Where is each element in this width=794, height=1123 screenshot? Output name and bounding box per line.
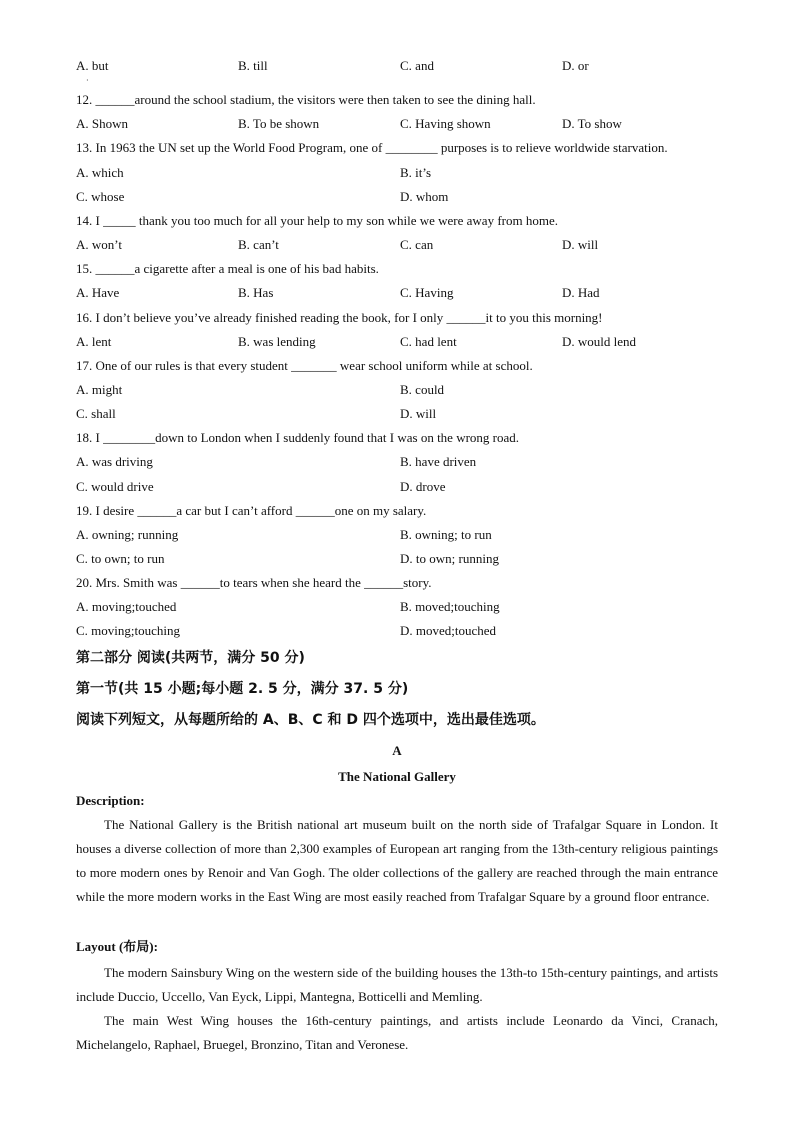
q17-option-d[interactable]: D. will xyxy=(400,406,437,421)
q12-option-c[interactable]: C. Having shown xyxy=(400,116,491,131)
passage-letter: A xyxy=(392,743,402,758)
q20-option-a[interactable]: A. moving;touched xyxy=(76,599,177,614)
q15-option-c[interactable]: C. Having xyxy=(400,285,454,300)
q20-option-c[interactable]: C. moving;touching xyxy=(76,623,180,638)
q20-stem: 20. Mrs. Smith was ______to tears when she heard the ______story. xyxy=(76,575,432,590)
q20-option-b[interactable]: B. moved;touching xyxy=(400,599,500,614)
passage-title: The National Gallery xyxy=(338,769,456,784)
q17-stem: 17. One of our rules is that every student _______ wear school uniform while at school. xyxy=(76,358,533,373)
q18-option-a[interactable]: A. was driving xyxy=(76,454,153,469)
q15-option-d[interactable]: D. Had xyxy=(562,285,600,300)
q17-option-a[interactable]: A. might xyxy=(76,382,123,397)
q13-option-b[interactable]: B. it’s xyxy=(400,165,432,180)
q19-option-b[interactable]: B. owning; to run xyxy=(400,527,492,542)
q11-option-b[interactable]: B. till xyxy=(238,58,268,73)
q16-option-d[interactable]: D. would lend xyxy=(562,334,637,349)
q20-option-d[interactable]: D. moved;touched xyxy=(400,623,497,638)
q14-option-a[interactable]: A. won’t xyxy=(76,237,122,252)
q14-option-d[interactable]: D. will xyxy=(562,237,599,252)
q15-option-b[interactable]: B. Has xyxy=(238,285,274,300)
description-paragraph xyxy=(76,813,718,909)
q15-stem: 15. ______a cigarette after a meal is one of his bad habits. xyxy=(76,261,379,276)
q13-stem: 13. In 1963 the UN set up the World Food Program, one of ________ purposes is to relieve worldwide starvation. xyxy=(76,140,668,155)
q17-option-c[interactable]: C. shall xyxy=(76,406,116,421)
q14-stem: 14. I _____ thank you too much for all your help to my son while we were away from home. xyxy=(76,213,558,228)
q12-option-a[interactable]: A. Shown xyxy=(76,116,129,131)
q17-option-b[interactable]: B. could xyxy=(400,382,445,397)
q12-option-b[interactable]: B. To be shown xyxy=(238,116,320,131)
stray-dot: · xyxy=(86,76,89,85)
layout-paragraph-1 xyxy=(76,961,718,1009)
q18-option-c[interactable]: C. would drive xyxy=(76,479,154,494)
q16-option-b[interactable]: B. was lending xyxy=(238,334,316,349)
description-label: Description: xyxy=(76,793,145,808)
q15-option-a[interactable]: A. Have xyxy=(76,285,120,300)
q11-option-c[interactable]: C. and xyxy=(400,58,434,73)
q12-stem: 12. ______around the school stadium, the visitors were then taken to see the dining hall. xyxy=(76,92,536,107)
q11-option-d[interactable]: D. or xyxy=(562,58,589,73)
section-part-title: 第二部分 阅读(共两节，满分 50 分) xyxy=(76,650,305,666)
q18-option-b[interactable]: B. have driven xyxy=(400,454,477,469)
layout-label: Layout (布局): xyxy=(76,939,158,954)
q18-option-d[interactable]: D. drove xyxy=(400,479,446,494)
q19-option-a[interactable]: A. owning; running xyxy=(76,527,179,542)
q19-option-d[interactable]: D. to own; running xyxy=(400,551,499,566)
q14-option-b[interactable]: B. can’t xyxy=(238,237,279,252)
q13-option-d[interactable]: D. whom xyxy=(400,189,449,204)
section-sub-title: 第一节(共 15 小题;每小题 2. 5 分，满分 37. 5 分) xyxy=(76,681,409,697)
layout-paragraph-2 xyxy=(76,1009,718,1057)
layout-text-2: The main West Wing houses the 16th-century paintings, and artists include Leonardo da Vinci, Cranach, Michelangelo, Raphael, Bruegel, Bronzino, Titan and Veronese. xyxy=(76,1013,718,1052)
q13-option-a[interactable]: A. which xyxy=(76,165,124,180)
q16-option-c[interactable]: C. had lent xyxy=(400,334,457,349)
q12-option-d[interactable]: D. To show xyxy=(562,116,622,131)
q13-option-c[interactable]: C. whose xyxy=(76,189,125,204)
section-instruction: 阅读下列短文，从每题所给的 A、B、C 和 D 四个选项中，选出最佳选项。 xyxy=(76,712,545,728)
layout-text-1: The modern Sainsbury Wing on the western side of the building houses the 13th-to 15th-century paintings, and artists include Duccio, Uccello, Van Eyck, Lippi, Mantegna, Botticelli and Memling. xyxy=(76,965,718,1004)
q11-option-a[interactable]: A. but xyxy=(76,58,109,73)
q18-stem: 18. I ________down to London when I suddenly found that I was on the wrong road. xyxy=(76,430,520,445)
q14-option-c[interactable]: C. can xyxy=(400,237,434,252)
q16-option-a[interactable]: A. lent xyxy=(76,334,112,349)
description-text: The National Gallery is the British national art museum built on the north side of Trafalgar Square in London. It houses a diverse collection of more than 2,300 examples of European art ranging from the 13th-century religious paintings to more modern ones by Renoir and Van Gogh. The older collections of the gallery are reached through the main entrance while the more modern works in the East Wing are most easily reached from Trafalgar Square by a ground floor entrance. xyxy=(76,817,718,904)
q19-option-c[interactable]: C. to own; to run xyxy=(76,551,165,566)
q19-stem: 19. I desire ______a car but I can’t afford ______one on my salary. xyxy=(76,503,427,518)
q16-stem: 16. I don’t believe you’ve already finished reading the book, for I only ______it to you this morning! xyxy=(76,310,603,325)
